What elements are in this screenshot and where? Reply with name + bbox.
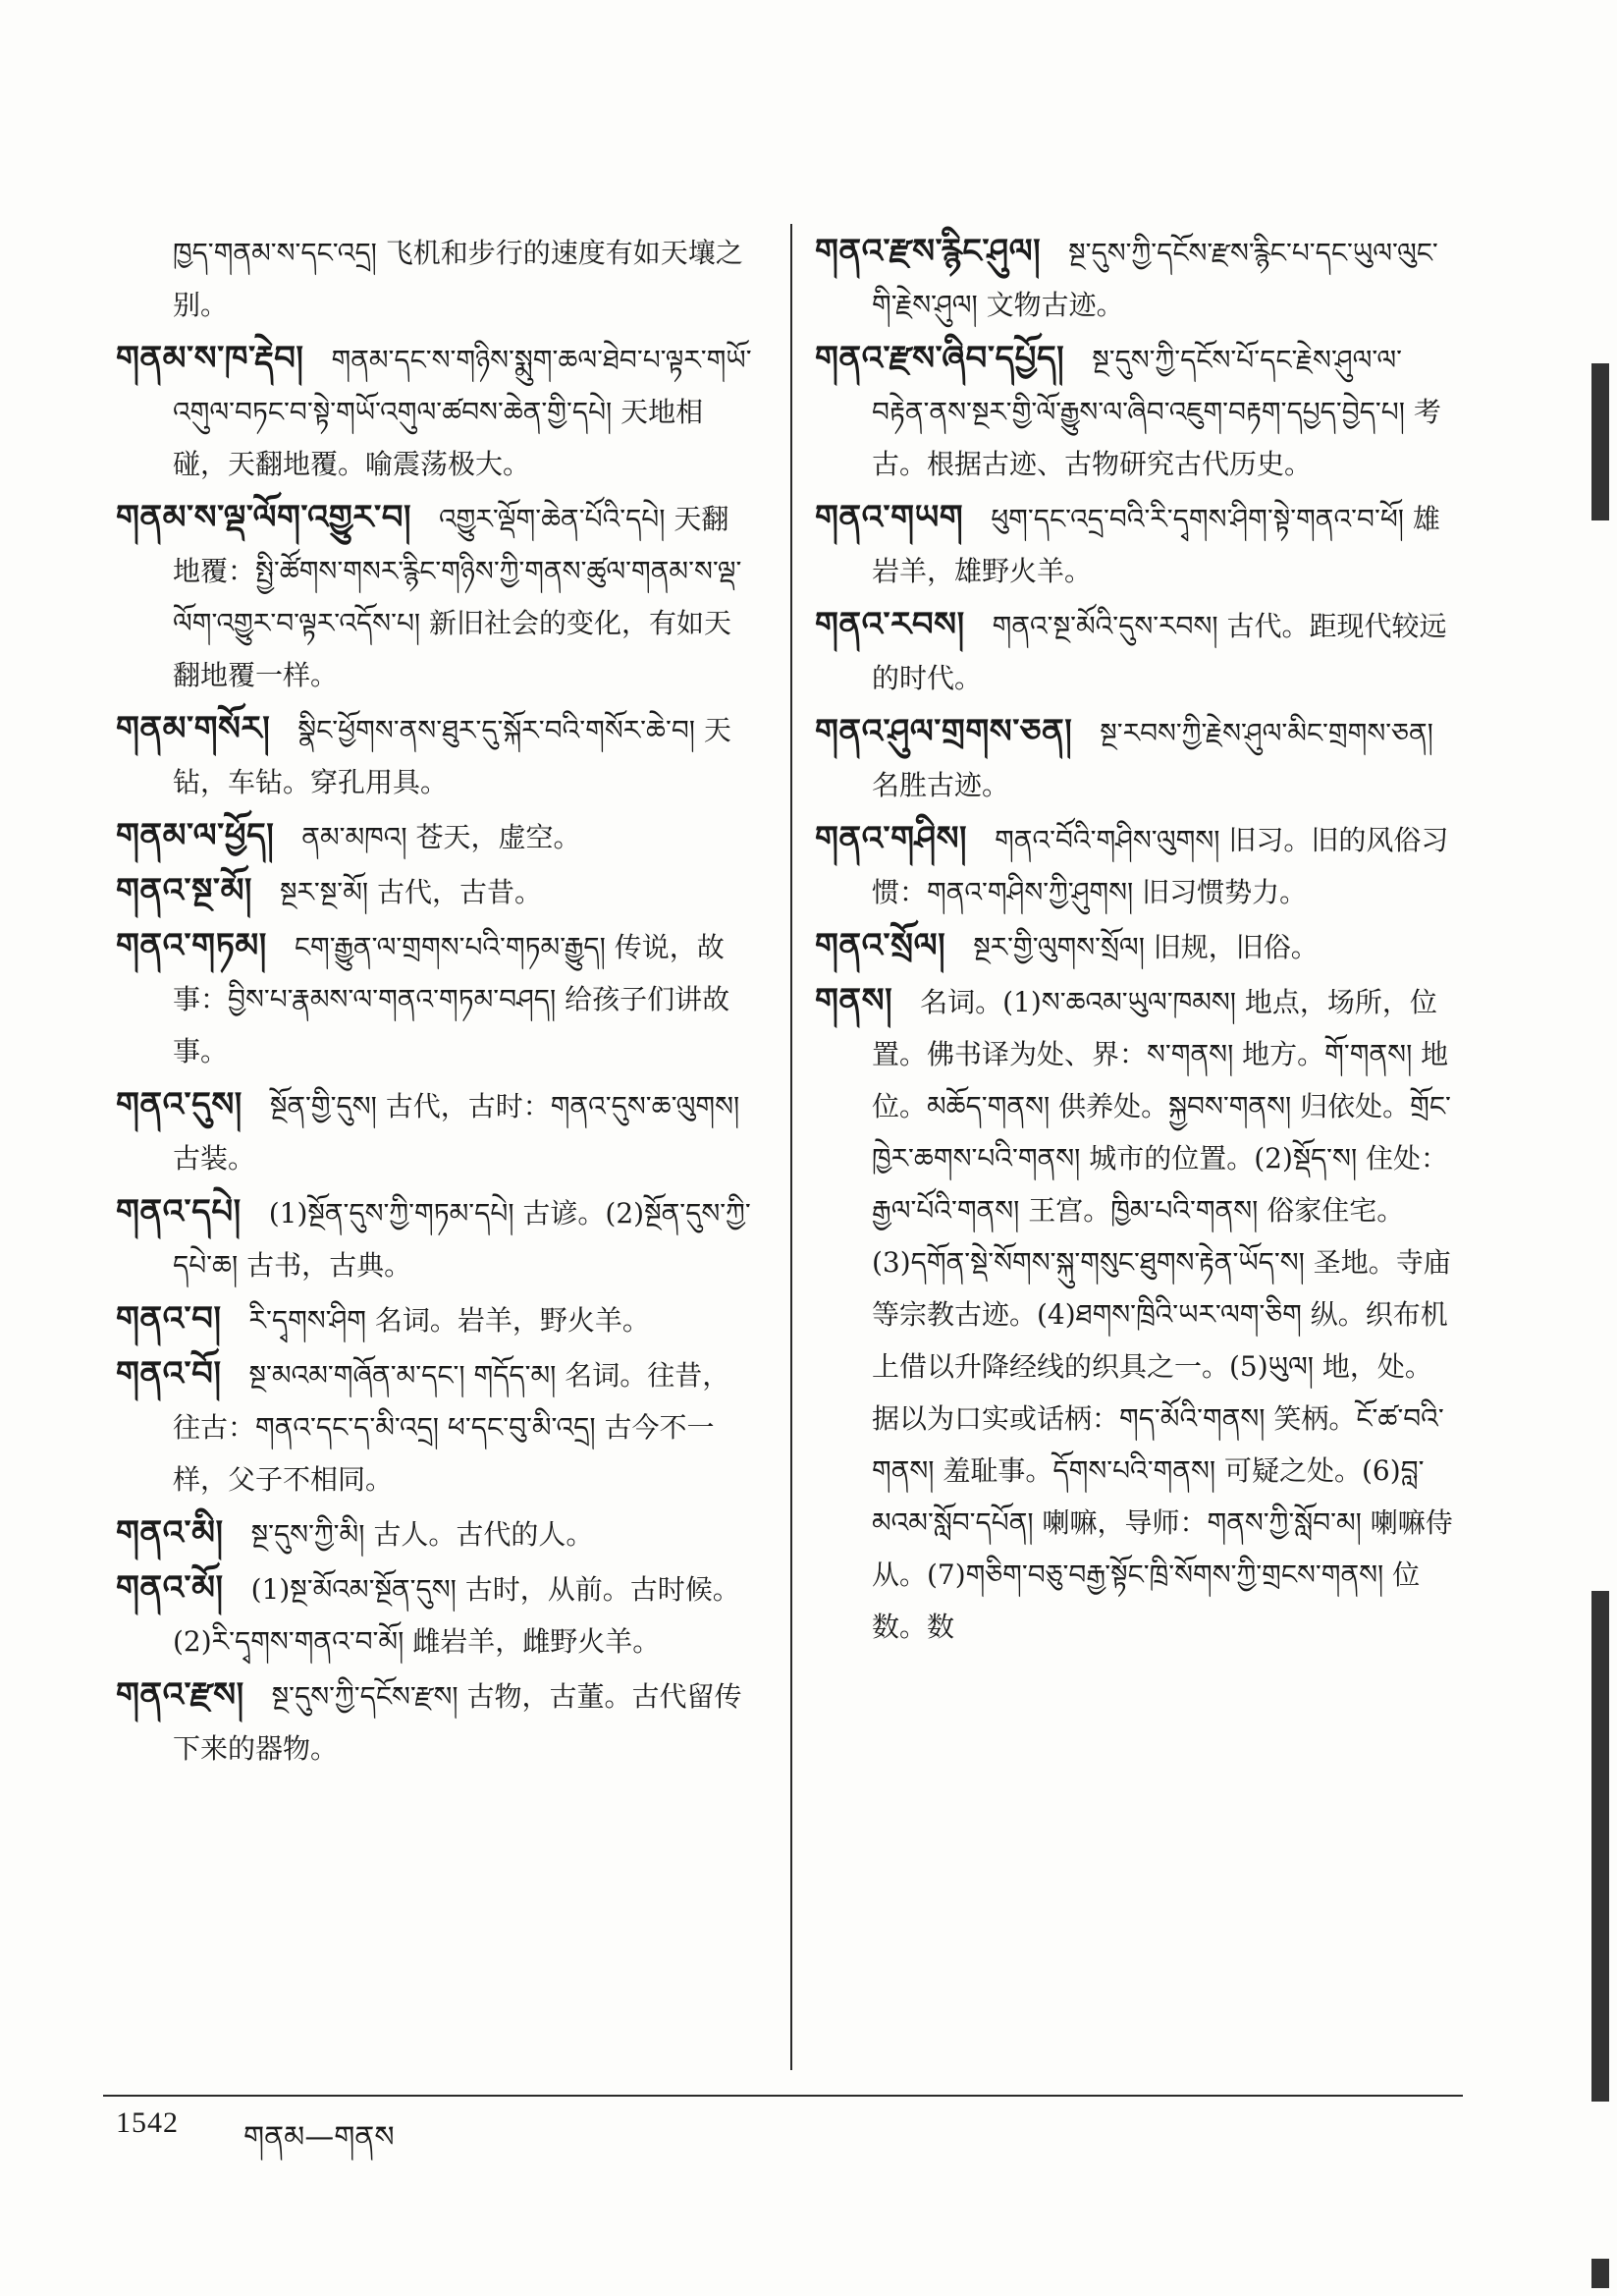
- right-entry: [815, 492, 1455, 597]
- headword: གནའ་གཏམ།: [116, 926, 267, 965]
- running-head: གནམ—གནས: [243, 2120, 395, 2155]
- headword: གནའ་མོ།: [116, 1568, 224, 1608]
- headword: གནམ་ས་ལྡ་ལོག་འགྱུར་བ།: [116, 498, 412, 537]
- definition: ཕུག་དང་འདྲ་བའི་རི་དྭགས་ཤིག་སྟེ་གནའ་བ་ཕོ། 雄岩羊，雄野火羊。: [872, 503, 1440, 587]
- right-column: [815, 226, 1455, 1655]
- right-entry: [815, 706, 1455, 811]
- left-entry: [116, 1669, 754, 1775]
- headword: གནའ་ཤུལ་གྲགས་ཅན།: [815, 712, 1073, 751]
- definition: (1)སྔ་མོའམ་སྔོན་དུས། 古时，从前。古时候。(2)རི་དྭགས་གནའ་བ་མོ། 雌岩羊，雌野火羊。: [173, 1573, 740, 1658]
- left-entry: [116, 1562, 754, 1667]
- left-entry: [116, 226, 754, 331]
- column-divider: [790, 224, 792, 2070]
- headword: གནའ་མི།: [116, 1513, 224, 1553]
- left-entry: [116, 492, 754, 701]
- left-entry: [116, 1348, 754, 1505]
- left-entry: [116, 1079, 754, 1184]
- right-entry: [815, 226, 1455, 331]
- headword: གནའ་རྫས་ཞིབ་དཔྱོད།: [815, 339, 1065, 378]
- right-entry: [815, 813, 1455, 918]
- definition: གནའ་བོའི་གཤིས་ལུགས། 旧习。旧的风俗习惯：གནའ་གཤིས་ཀྱི་ཤུགས། 旧习惯势力。: [872, 824, 1449, 908]
- headword: གནའ་སྔ་མོ།: [116, 871, 252, 910]
- headword: གནའ་དཔེ།: [116, 1192, 242, 1231]
- definition: ནམ་མཁའ། 苍天，虚空。: [301, 821, 581, 853]
- headword: གནའ་བ།: [116, 1299, 222, 1339]
- definition: སྣིང་ཕྱོགས་ནས་ཐུར་དུ་སྐོར་བའི་གསོར་ཆེ་བ། 天钻，车钻。穿孔用具。: [173, 714, 731, 798]
- right-entry: [815, 920, 1455, 973]
- definition: (1)སྔོན་དུས་ཀྱི་གཏམ་དཔེ། 古谚。(2)སྔོན་དུས་ཀྱི་དཔེ་ཆ། 古书，古典。: [173, 1197, 751, 1282]
- left-entry: [116, 1186, 754, 1291]
- headword: གནམ་ས་ཁ་རྡེབ།: [116, 339, 304, 378]
- page-number: 1542: [116, 2106, 179, 2139]
- headword: གནའ་དུས།: [116, 1085, 243, 1124]
- left-entry: [116, 865, 754, 918]
- headword: གནམ་གསོར།: [116, 709, 271, 748]
- definition: སྔར་གྱི་ལུགས་སྲོལ། 旧规，旧俗。: [973, 931, 1319, 963]
- headword: གནམ་ལ་ཕྱོད།: [116, 816, 275, 855]
- left-entry: [116, 920, 754, 1077]
- scan-edge-marks: [1588, 0, 1617, 2296]
- footer-rule: [103, 2095, 1463, 2097]
- right-entry: [815, 599, 1455, 704]
- left-entry: [116, 1507, 754, 1560]
- definition: ཁྱད་གནམ་ས་དང་འདྲ། 飞机和步行的速度有如天壤之别。: [173, 237, 743, 321]
- definition: 名词。(1)ས་ཆའམ་ཡུལ་ཁམས། 地点，场所，位置。佛书译为处、界：ས་གནས། 地方。གོ་གནས། 地位。མཆོད་གནས། 供养处。སྐྱབས་གནས། 归依处。གྲོང་ཁྱེར་ཆགས་པའི་གནས། 城市的位置。(2)སྡོད་ས། 住处：རྒྱལ་པོའི་གནས། 王宫。ཁྱིམ་པའི་གནས། 俗家住宅。(3)དགོན་སྡེ་སོགས་སྐུ་གསུང་ཐུགས་རྟེན་ཡོད་ས། 圣地。寺庙等宗教古迹。(4)ཐགས་ཁྲིའི་ཡར་ལག་ཅིག 纵。织布机上借以升降经线的织具之一。(5)ཡུལ། 地，处。据以为口实或话柄：གད་མོའི་གནས། 笑柄。ངོ་ཚ་བའི་གནས། 羞耻事。དོགས་པའི་གནས། 可疑之处。(6)བླ་མའམ་སློབ་དཔོན། 喇嘛，导师：གནས་ཀྱི་སློབ་མ། 喇嘛侍从。(7)གཅིག་བཅུ་བརྒྱ་སྟོང་ཁྲི་སོགས་ཀྱི་གྲངས་གནས། 位数。数: [872, 986, 1453, 1643]
- headword: གནའ་རབས།: [815, 605, 965, 644]
- left-entry: [116, 703, 754, 808]
- definition: སྔ་དུས་ཀྱི་མི། 古人。古代的人。: [250, 1518, 594, 1551]
- definition: སྔ་མའམ་གཞོན་མ་དང་། གདོད་མ། 名词。往昔，往古：གནའ་དང་ད་མི་འདྲ། ཕ་དང་བུ་མི་འདྲ། 古今不一样，父子不相同。: [173, 1359, 730, 1496]
- definition: སྔ་དུས་ཀྱི་དངོས་རྫས་རྙིང་པ་དང་ཡུལ་ལུང་གི་རྗེས་ཤུལ། 文物古迹。: [872, 237, 1438, 321]
- definition: གནའ་སྔ་མོའི་དུས་རབས། 古代。距现代较远的时代。: [872, 610, 1447, 694]
- definition: ངག་རྒྱུན་ལ་གྲགས་པའི་གཏམ་རྒྱུད། 传说，故事：བྱིས་པ་རྣམས་ལ་གནའ་གཏམ་བཤད། 给孩子们讲故事。: [173, 931, 730, 1067]
- definition: སྔ་རབས་ཀྱི་རྗེས་ཤུལ་མིང་གྲགས་ཅན། 名胜古迹。: [872, 717, 1433, 801]
- headword: གནའ་གཤིས།: [815, 819, 968, 858]
- definition: སྔ་དུས་ཀྱི་དངོས་པོ་དང་རྗེས་ཤུལ་ལ་བརྟེན་ནས་སྔར་གྱི་ལོ་རྒྱུས་ལ་ཞིབ་འཇུག་བརྟག་དཔྱད་བྱེད་པ། 考古。根据古迹、古物研究古代历史。: [872, 344, 1441, 480]
- definition: སྔོན་གྱི་དུས། 古代，古时：གནའ་དུས་ཆ་ལུགས། 古装。: [173, 1090, 740, 1175]
- right-entry: [815, 333, 1455, 490]
- definition: གནམ་དང་ས་གཉིས་སྨུག་ཆལ་ཐེབ་པ་ལྟར་གཡོ་འགུལ་བཏང་བ་སྟེ་གཡོ་འགུལ་ཚབས་ཆེན་གྱི་དཔེ། 天地相碰，天翻地覆。喻震荡极大。: [173, 344, 752, 480]
- headword: གནའ་རྫས་རྙིང་ཤུལ།: [815, 232, 1042, 271]
- left-entry: [116, 1293, 754, 1346]
- definition: རི་དྭགས་ཤིག 名词。岩羊，野火羊。: [248, 1304, 650, 1337]
- definition: སྔ་དུས་ཀྱི་དངོས་རྫས། 古物，古董。古代留传下来的器物。: [173, 1680, 742, 1765]
- left-entry: [116, 333, 754, 490]
- headword: གནའ་གཡག: [815, 498, 964, 537]
- headword: གནའ་བོ།: [116, 1354, 222, 1394]
- definition: སྔར་སྔ་མོ། 古代，古昔。: [279, 876, 542, 908]
- definition: འགྱུར་ལྡོག་ཆེན་པོའི་དཔེ། 天翻地覆：སྤྱི་ཚོགས་གསར་རྙིང་གཉིས་ཀྱི་གནས་ཚུལ་གནམ་ས་ལྡ་ལོག་འགྱུར་བ་ལྟར་འདོས་པ། 新旧社会的变化，有如天翻地覆一样。: [173, 503, 742, 691]
- right-entry: [815, 975, 1455, 1653]
- headword: གནའ་རྫས།: [116, 1675, 244, 1715]
- headword: གནའ་སྲོལ།: [815, 926, 946, 965]
- headword: གནས།: [815, 981, 893, 1020]
- left-column: [116, 226, 754, 1777]
- left-entry: [116, 810, 754, 863]
